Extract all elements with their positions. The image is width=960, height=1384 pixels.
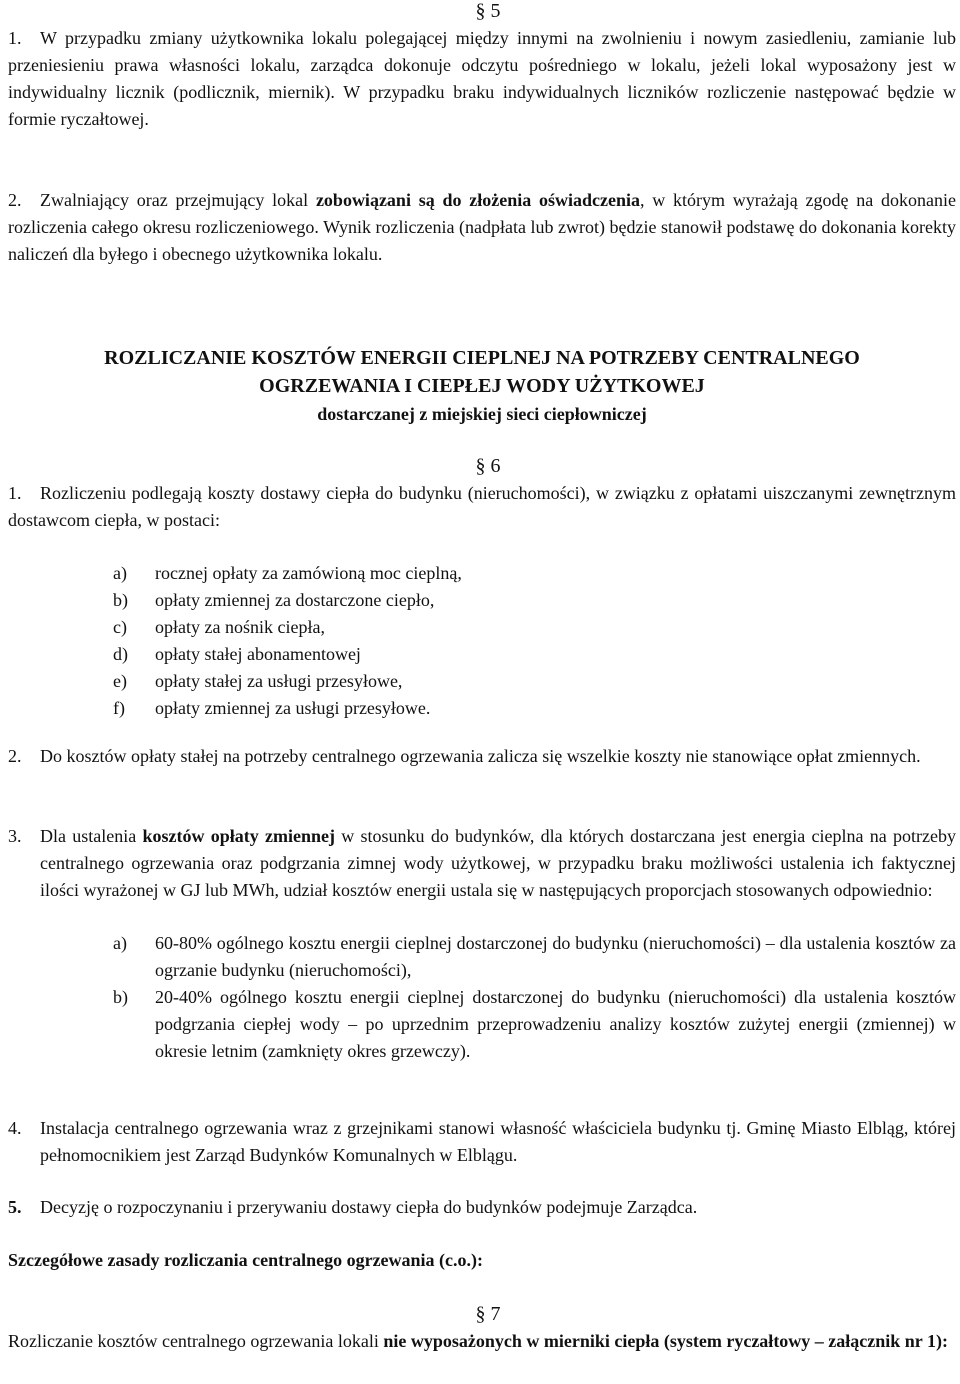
list-item [113,560,956,587]
list-item-text: rocznej opłaty za zamówioną moc cieplną, [155,563,462,583]
section-6-paragraph-5 [8,1194,956,1221]
list-item-label: b) [113,987,128,1007]
paragraph-number: 5. [8,1197,22,1217]
list-item-label: d) [113,644,128,664]
section-7-paragraph [8,1328,956,1355]
list-item [113,641,956,668]
paragraph-number: 3. [8,826,22,846]
list-item [113,984,956,1065]
list-item-text: opłaty stałej za usługi przesyłowe, [155,671,403,691]
title-line-2: OGRZEWANIA I CIEPŁEJ WODY UŻYTKOWEJ [259,375,705,397]
paragraph-text: Do kosztów opłaty stałej na potrzeby centralnego ogrzewania zalicza się wszelkie koszty nie stanowiące opłat zmiennych. [40,746,921,766]
bold-text-run: zobowiązani są do złożenia oświadczenia [315,190,640,210]
list-item-text: 60-80% ogólnego kosztu energii cieplnej dostarczonej do budynku (nieruchomości) – dla ustalenia kosztów za ogrzanie budynku (nieruchomości), [155,933,956,980]
list-item [113,587,956,614]
paragraph-number: 4. [8,1118,22,1138]
list-item-label: b) [113,590,128,610]
paragraph-text [8,187,956,268]
section-6-paragraph-2 [8,743,956,770]
text-run: Rozliczanie kosztów centralnego ogrzewania lokali [8,1331,384,1351]
section-6-cost-list [113,560,956,722]
paragraph-text: Rozliczeniu podlegają koszty dostawy ciepła do budynku (nieruchomości), w związku z opłatami uiszczanymi zewnętrznym dostawcom ciepła, w postaci: [8,483,956,530]
section-6-proportion-list [113,930,956,1065]
list-item-label: e) [113,671,127,691]
text-run: w stosunku do budynków, dla których dostarczana jest energia cieplna na potrzeby centralnego ogrzewania oraz podgrzania zimnej wody użytkowej, w przypadku braku możliwości ustalenia ich faktycznej ilości wyrażonej w GJ lub MWh, udział kosztów energii ustala się w następujących proporcjach stosowanych odpowiednio: [40,826,957,900]
paragraph-text: W przypadku zmiany użytkownika lokalu polegającej między innymi na zwolnieniu i nowym zasiedleniu, zamianie lub przeniesieniu prawa własności lokalu, zarządca dokonuje odczytu pośredniego w lokalu, jeżeli lokal wyposażony jest w indywidualny licznik (podlicznik, miernik). W przypadku braku indywidualnych liczników rozliczenie następować będzie w formie ryczałtowej. [8,28,956,129]
paragraph-number: 2. [8,746,22,766]
list-item-text: 20-40% ogólnego kosztu energii cieplnej dostarczonej do budynku (nieruchomości) dla ustalenia kosztów podgrzania ciepłej wody – po uprzednim przeprowadzeniu analizy kosztów zużytej energii (zmiennej) w okresie letnim (zamknięty okres grzewczy). [155,987,956,1061]
section-6-paragraph-3 [8,823,956,904]
list-item-text: opłaty stałej abonamentowej [155,644,361,664]
text-run: Dla ustalenia [40,826,143,846]
section-6-paragraph-4 [8,1115,956,1169]
section-6-heading: § 6 [475,455,501,477]
title-line-3: dostarczanej z miejskiej sieci ciepłowniczej [317,404,647,424]
list-item-text: opłaty za nośnik ciepła, [155,617,325,637]
list-item-label: f) [113,698,125,718]
paragraph-text: Instalacja centralnego ogrzewania wraz z grzejnikami stanowi własność właściciela budynku tj. Gminę Miasto Elbląg, której pełnomocnikiem jest Zarząd Budynków Komunalnych w Elblągu. [40,1118,956,1165]
section-5-paragraph-2 [8,187,956,268]
list-item [113,930,956,984]
paragraph-number: 2. [8,190,22,210]
paragraph-text [40,823,956,904]
title-line-1: ROZLICZANIE KOSZTÓW ENERGII CIEPLNEJ NA POTRZEBY CENTRALNEGO [104,347,860,369]
section-5-paragraph-1 [8,25,956,133]
text-run: Zwalniający oraz przejmujący lokal [40,190,316,210]
list-item-label: a) [113,563,127,583]
paragraph-text: Decyzję o rozpoczynaniu i przerywaniu dostawy ciepła do budynków podejmuje Zarządca. [40,1197,698,1217]
list-item-text: opłaty zmiennej za usługi przesyłowe. [155,698,431,718]
paragraph-number: 1. [8,483,22,503]
list-item-label: a) [113,933,127,953]
text-run: , w którym wyrażają zgodę na dokonanie rozliczenia całego okresu rozliczeniowego. Wynik rozliczenia (nadpłata lub zwrot) będzie stanowił podstawę do dokonania korekty naliczeń dla byłego i obecnego użytkownika lokalu. [8,190,956,264]
list-item-text: opłaty zmiennej za dostarczone ciepło, [155,590,435,610]
list-item-label: c) [113,617,127,637]
bold-text-run: nie wyposażonych w mierniki ciepła (system ryczałtowy – załącznik nr 1): [383,1331,948,1351]
bold-text-run: kosztów opłaty zmiennej [142,826,336,846]
document-title [8,344,956,428]
list-item [113,614,956,641]
paragraph-number: 1. [8,28,22,48]
list-item [113,668,956,695]
section-6-paragraph-1 [8,480,956,534]
list-item [113,695,956,722]
section-5-heading: § 5 [475,0,501,22]
section-7-heading: § 7 [475,1303,501,1325]
details-heading: Szczegółowe zasady rozliczania centralnego ogrzewania (c.o.): [8,1250,484,1270]
